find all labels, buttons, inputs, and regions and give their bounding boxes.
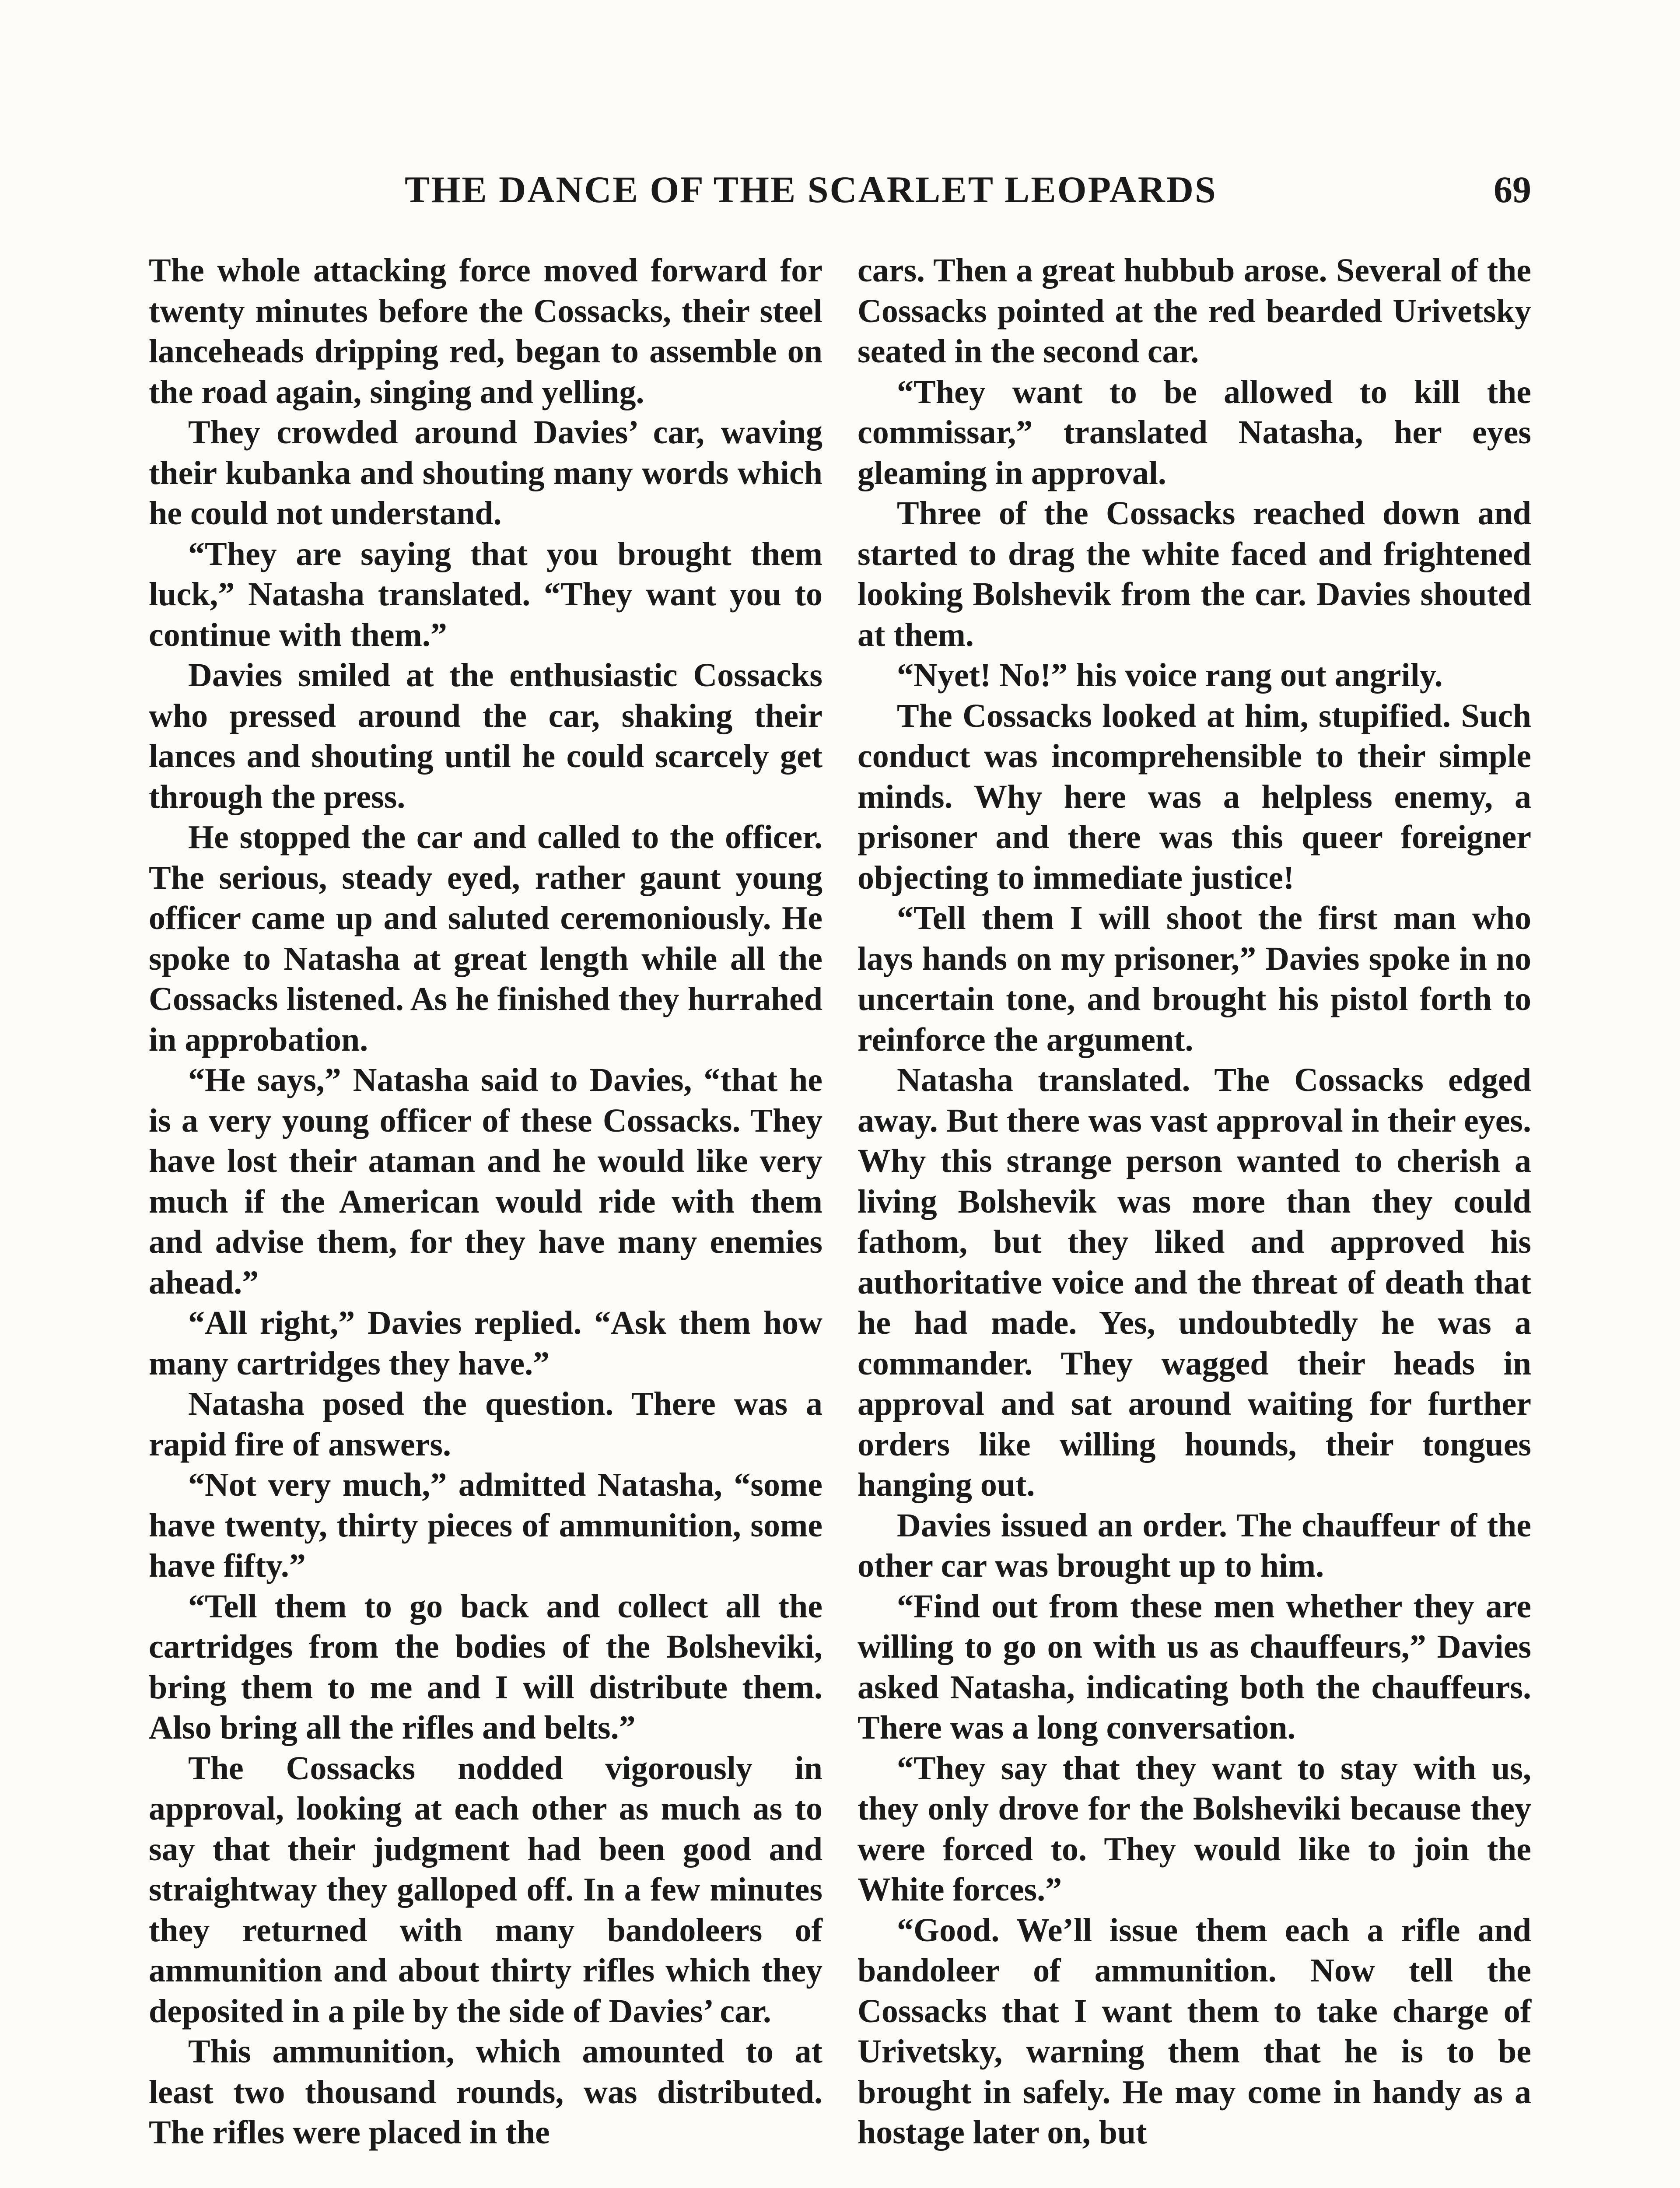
- paragraph: “Tell them I will shoot the first man who lays hands on my prisoner,” Davies spoke in no uncertain tone, and brought his pistol forth to reinforce the argument.: [858, 900, 1531, 1058]
- paragraph: “Find out from these men whether they are willing to go on with us as chauffeurs,” Davies asked Natasha, indicating both the chauffeurs. There was a long conversation.: [858, 1588, 1531, 1746]
- running-header: [149, 165, 1531, 214]
- paragraph: “Not very much,” admitted Natasha, “some have twenty, thirty pieces of ammunition, some have fifty.”: [149, 1466, 822, 1584]
- page-number: 69: [1494, 168, 1531, 210]
- paragraph: “Good. We’ll issue them each a rifle and bandoleer of ammunition. Now tell the Cossacks that I want them to take charge of Urivetsky, warning them that he is to be brought in safely. He may come in handy as a hostage later on, but: [858, 1911, 1531, 2151]
- paragraph: The whole attacking force moved forward for twenty minutes before the Cossacks, their steel lanceheads dripping red, began to assemble on the road again, singing and yelling.: [149, 252, 822, 410]
- paragraph: “They are saying that you brought them luck,” Natasha translated. “They want you to continue with them.”: [149, 535, 822, 653]
- paragraph: Natasha translated. The Cossacks edged away. But there was vast approval in their eyes. Why this strange person wanted to cherish a living Bolshevik was more than they could fathom, but they liked and approved his authoritative voice and the threat of death that he had made. Yes, undoubtedly he was a commander. They wagged their heads in approval and sat around waiting for further orders like willing hounds, their tongues hanging out.: [858, 1062, 1531, 1503]
- left-column: [149, 250, 822, 2153]
- paragraph: “Tell them to go back and collect all the cartridges from the bodies of the Bolsheviki, bring them to me and I will distribute them. Also bring all the rifles and belts.”: [149, 1588, 822, 1746]
- paragraph: They crowded around Davies’ car, waving their kubanka and shouting many words which he could not understand.: [149, 414, 822, 532]
- paragraph: “Nyet! No!” his voice rang out angrily.: [897, 657, 1443, 694]
- paragraph: Natasha posed the question. There was a rapid fire of answers.: [149, 1385, 822, 1463]
- paragraph: “All right,” Davies replied. “Ask them how many cartridges they have.”: [149, 1304, 822, 1382]
- paragraph: This ammunition, which amounted to at least two thousand rounds, was distributed. The rifles were placed in the: [149, 2033, 822, 2151]
- right-column: [858, 250, 1531, 2153]
- paragraph: Three of the Cossacks reached down and started to drag the white faced and frightened looking Bolshevik from the car. Davies shouted at them.: [858, 495, 1531, 653]
- paragraph: Davies issued an order. The chauffeur of the other car was brought up to him.: [858, 1507, 1531, 1584]
- paragraph: “They say that they want to stay with us, they only drove for the Bolsheviki because they were forced to. They would like to join the White forces.”: [858, 1750, 1531, 1908]
- paragraph: The Cossacks nodded vigorously in approval, looking at each other as much as to say that their judgment had been good and straightway they galloped off. In a few minutes they returned with many bandoleers of ammunition and about thirty rifles which they deposited in a pile by the side of Davies’ car.: [149, 1750, 822, 2030]
- paragraph: Davies smiled at the enthusiastic Cossacks who pressed around the car, shaking their lances and shouting until he could scarcely get through the press.: [149, 657, 822, 815]
- paragraph: “They want to be allowed to kill the commissar,” translated Natasha, her eyes gleaming in approval.: [858, 373, 1531, 491]
- paragraph: “He says,” Natasha said to Davies, “that he is a very young officer of these Cossacks. They have lost their ataman and he would like very much if the American would ride with them and advise them, for they have many enemies ahead.”: [149, 1062, 822, 1301]
- paragraph: He stopped the car and called to the officer. The serious, steady eyed, rather gaunt young officer came up and saluted ceremoniously. He spoke to Natasha at great length while all the Cossacks listened. As he finished they hurrahed in approbation.: [149, 819, 822, 1058]
- paragraph-continuation: cars. Then a great hubbub arose. Several of the Cossacks pointed at the red bearded Urivetsky seated in the second car.: [858, 252, 1531, 370]
- running-title: THE DANCE OF THE SCARLET LEOPARDS: [405, 168, 1217, 210]
- text-columns: [149, 250, 1531, 2188]
- paragraph: The Cossacks looked at him, stupified. Such conduct was incomprehensible to their simple minds. Why here was a helpless enemy, a prisoner and there was this queer foreigner objecting to immediate justice!: [858, 697, 1531, 896]
